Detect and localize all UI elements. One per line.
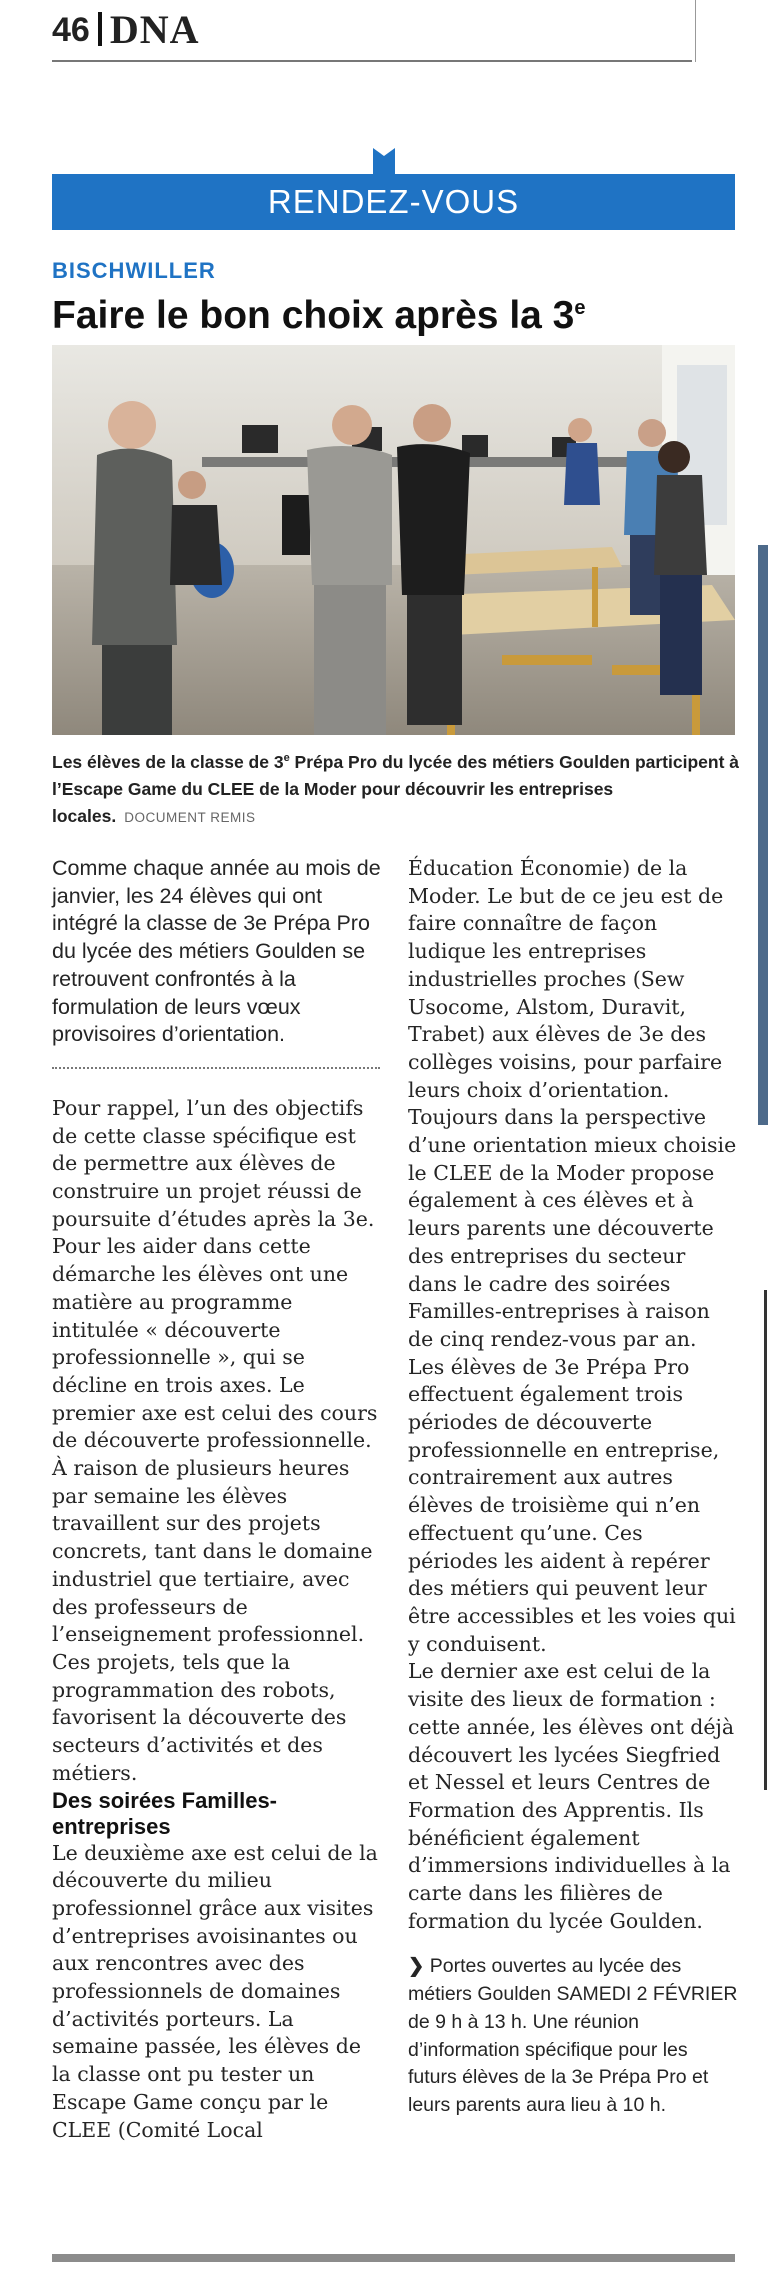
body-paragraph-5: Le dernier axe est celui de la visite des lieux de formation : cette année, les élèves ont déjà découvert les lycées Siegfried et Nessel et leurs Centres de Formation des Apprentis. Ils bénéficient également d’immersions individuelles à la carte dans les filières de formation du lycée Goulden. [408, 1659, 735, 1933]
headline-text: Faire le bon choix après la 3 [52, 294, 575, 337]
info-marker-icon: ❯ [408, 1955, 425, 1978]
caption-sup: e [283, 752, 290, 764]
caption-text-2: Prépa Pro du lycée des métiers Goulden participent à l’Escape Game du CLEE de la Moder pour découvrir les entreprises locales. [52, 751, 739, 826]
adjacent-page-text-fragment [764, 1290, 767, 1790]
footer-rule [52, 2254, 735, 2262]
photo-caption [52, 745, 742, 831]
bookmark-icon [373, 148, 395, 174]
caption-text-1: Les élèves de la classe de 3 [52, 751, 284, 772]
article-subhead: Des soirées Familles-entreprises [52, 1787, 278, 1839]
info-box [408, 1953, 738, 2119]
article-column-2 [408, 855, 738, 2120]
page-divider [695, 0, 696, 62]
body-paragraph-4: Les élèves de 3e Prépa Pro effectuent également trois périodes de découverte professionnelle en entreprise, contrairement aux autres élèves de troisième qui n’en effectuent qu’une. Ces périodes les aident à repérer des métiers qui peuvent leur être accessibles et les voies qui y conduisent. [408, 1354, 736, 1656]
article-headline [52, 284, 732, 340]
body-paragraph-3: Éducation Économie) de la Moder. Le but de ce jeu est de faire connaître de façon ludique les entreprises industrielles proches (Sew Usocome, Alstom, Duravit, Trabet) aux élèves de 3e des collèges voisins, pour parfaire leurs choix d’orientation. Toujours dans la perspective d’une orientation mieux choisie le CLEE de la Moder propose également à ces élèves et à leurs parents une découverte des entreprises du secteur dans le cadre des soirées Familles-entreprises à raison de cinq rendez-vous par an. [408, 856, 737, 1351]
dotted-divider [52, 1067, 380, 1069]
article-lead: Comme chaque année au mois de janvier, les 24 élèves qui ont intégré la classe de 3e Prépa Pro du lycée des métiers Goulden se retrouvent confrontés à la formulation de leurs vœux provisoires d’orientation. [52, 856, 381, 1047]
article-kicker: BISCHWILLER [52, 258, 216, 283]
page-number: 46 [52, 11, 90, 49]
page-header [52, 8, 692, 50]
headline-sup: e [574, 297, 586, 319]
newspaper-logo: DNA [109, 7, 200, 52]
classroom-photo-illustration [52, 345, 735, 735]
body-paragraph-2: Le deuxième axe est celui de la découverte du milieu professionnel grâce aux visites d’entreprises avoisinantes ou aux rencontres avec des professionnels de domaines d’activités porteurs. La semaine passée, les élèves de la classe ont pu tester un Escape Game conçu par le CLEE (Comité Local [52, 1840, 378, 2142]
body-paragraph-1: Pour rappel, l’un des objectifs de cette classe spécifique est de permettre aux élèves de construire un projet réussi de poursuite d’études après la 3e. Pour les aider dans cette démarche les élèves ont une matière au programme intitulée « découverte professionnelle », qui se décline en trois axes. Le premier axe est celui des cours de découverte professionnelle. À raison de plusieurs heures par semaine les élèves travaillent sur des projets concrets, tant dans le domaine industriel que tertiaire, avec des professeurs de l’enseignement professionnel. Ces projets, tels que la programmation des robots, favorisent la découverte des secteurs d’activités et des métiers. [52, 1095, 378, 1785]
info-text: Portes ouvertes au lycée des métiers Goulden SAMEDI 2 FÉVRIER de 9 h à 13 h. Une réunion d’information spécifique pour les futurs élèves de la 3e Prépa Pro et leurs parents aura lieu à 10 h. [408, 1955, 738, 2116]
adjacent-page-fragment [758, 545, 768, 1125]
article-photo [52, 345, 735, 735]
article-column-1 [52, 855, 382, 2144]
header-separator [98, 12, 102, 46]
header-rule [52, 60, 692, 62]
section-banner: RENDEZ-VOUS [52, 174, 735, 230]
photo-credit: DOCUMENT REMIS [124, 809, 256, 825]
